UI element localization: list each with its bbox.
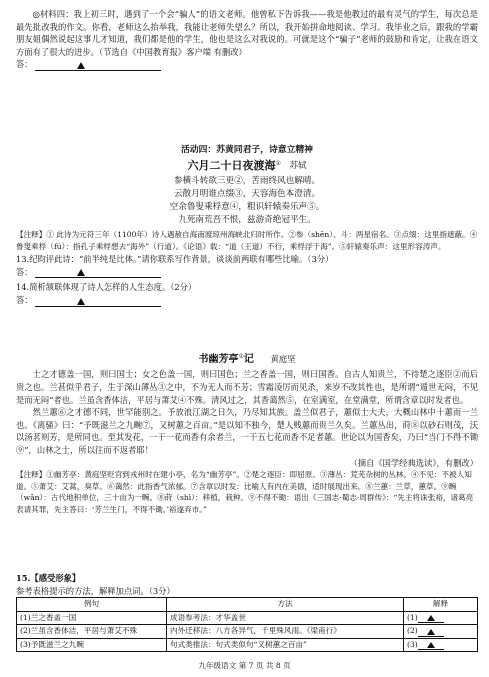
answer-index: (3) (407, 639, 418, 649)
table-header-row (17, 598, 478, 612)
method-cell: 句式类推法：句式类似句“又树蕙之百亩” (167, 638, 404, 652)
answer-marker-icon (427, 629, 435, 635)
poem-title-note-mark: ① (275, 159, 281, 167)
activity-four-section (16, 144, 478, 307)
essay-author: 黄庭坚 (270, 353, 296, 364)
method-cell: 内外迁移法：八方各异气，千里殊风雨。《梁甫行》 (167, 625, 404, 639)
essay-title-suffix: 记 (243, 353, 254, 365)
answer-line[interactable] (35, 297, 161, 307)
essay-paragraph-1: 士之才德盖一国，则曰国士；女之色盖一国，则曰国色；兰之香盖一国，则曰国香。自古人知贵兰，不待楚之逐臣②而后贵之也。兰甚似乎君子，生于深山薄丛③之中，不为无人而不芳；雪霜凌厉而见杀，来岁不改其性也，是所谓“遁世无闷，不见是而无闷”者也。兰虽含香体洁，平居与萧艾④不殊。清风过之，其香蔼然⑤，在室满室，在堂满堂，所谓含章以时发者也。 (16, 369, 478, 405)
answer-label: 答： (16, 294, 33, 305)
table-row (17, 638, 478, 652)
question-15-section (16, 572, 478, 652)
example-cell: (3)予既滋兰之九畹 (17, 638, 167, 652)
essay-header (16, 351, 478, 366)
poem-header (16, 158, 478, 173)
column-header-method: 方法 (167, 598, 404, 612)
question-14: 14.简析颔联体现了诗人怎样的人生态度。（2分） (16, 282, 197, 293)
poem-line: 九死南荒吾不恨，兹游奇绝冠平生。 (178, 214, 316, 225)
method-cell: 成语参考法：才华盖世 (167, 611, 404, 625)
answer-cell[interactable] (404, 625, 478, 639)
answer-index: (1) (407, 612, 418, 622)
poem-line: 云散月明谁点缀③，天容海色本澄清。 (173, 188, 321, 199)
answer-blank[interactable] (418, 641, 444, 650)
explanation-table (16, 597, 478, 652)
material-four-section (16, 8, 478, 71)
column-header-example: 例句 (17, 598, 167, 612)
answer-line[interactable] (35, 268, 161, 278)
column-header-answer: 解释 (404, 598, 478, 612)
essay-notes: 【注释】①幽芳亭：黄庭坚贬官到戎州时在建小亭，名为“幽芳亭”。②楚之逐臣：即屈原。③薄丛：荒芜杂树的丛林。④不见：不被人知道。⑤萧艾：艾蒿，臭草。⑥蔼然：此指香气浓郁。⑦含章以时发：比喻人有内在美德，适时展现出来。⑧兰蕙：兰草，蕙草。⑨畹（wǎn）：古代地积单位，三十亩为一畹。⑧莳（shì）：移植，栽种。⑨不得不锄：语出《三国志·蜀志·周群传》：“先主将诛张裕，诸葛亮表请其罪，先主答曰：‘芳兰生门，不得不锄。’裕遂弃市。” (16, 470, 474, 514)
answer-marker-icon (427, 642, 435, 648)
answer-line[interactable] (35, 61, 161, 71)
answer-index: (2) (407, 626, 418, 636)
poem-notes: 【注释】① 此诗为元符三年（1100年）诗人遇赦自海南渡琼州海峡北归时所作。②参（shēn）、斗：两星宿名。③点缀：这里指遮蔽。④鲁叟乘桴（fú）：指孔子乘桴想去“海外”（行道）。《论语》载：“道（王道）不行，乘桴浮于海”。⑤轩辕奏乐声：这里形容涛声。 (16, 229, 478, 251)
essay-source: （摘自《国学经典选读》，有删改） (349, 457, 478, 468)
question-15-heading: 15.【感受形象】 (16, 573, 81, 583)
poem-line: 空余鲁叟乘桴意④，粗识轩辕奏乐声⑤。 (169, 201, 325, 212)
table-row (17, 611, 478, 625)
essay-title-note-mark: ① (238, 353, 244, 360)
poem-title: 六月二十日夜渡海 (187, 158, 276, 172)
example-cell: (1)兰之香盖一国 (17, 611, 167, 625)
answer-blank[interactable] (418, 614, 444, 623)
answer-label: 答： (16, 266, 33, 277)
page-footer: 九年级语文 第 7 页 共 8 页 (198, 661, 291, 670)
poem-author: 苏轼 (289, 161, 307, 172)
answer-blank[interactable] (418, 628, 444, 637)
answer-cell[interactable] (404, 638, 478, 652)
material-four-answer (16, 58, 478, 71)
question-13-answer (16, 266, 478, 279)
table-row (17, 625, 478, 639)
answer-marker-icon (77, 62, 85, 69)
essay-section (16, 351, 478, 515)
example-cell: (2)兰虽含香体洁，平居与萧艾不殊 (17, 625, 167, 639)
essay-paragraph-2: 然兰蕙⑥之才德不同，世罕能别之。予放浪江湖之日久，乃尽知其族。盖兰似君子，蕙似士大夫，大概山林中十蕙而一兰也。《离骚》曰：“予既滋兰之九畹⑦，又树蕙之百亩。”是以知不独今，楚人贱蕙而贵兰久矣。兰蕙丛出，莳⑧以砂石则茂，沃以汤茗则芳，是所同也。至其发花，一干一花而香有余者兰，一干五七花而香不足者蕙。世论以为国香矣，乃曰“当门不得不锄⑨”，山林之士，所以往而不返者耶！ (16, 407, 478, 455)
answer-marker-icon (77, 269, 85, 276)
answer-marker-icon (427, 615, 435, 621)
answer-marker-icon (77, 298, 85, 305)
activity-heading: 活动四：苏黄同君子，诗意立精神 (181, 145, 313, 155)
essay-title: 书幽芳亭 (198, 353, 239, 365)
answer-label: 答： (16, 59, 33, 70)
question-14-answer (16, 294, 478, 307)
material-four-text: ◎材料四：我上初三时，遇到了一个会“骗人”的语文老师。他曾私下告诉我——我是他教过的最有灵气的学生，每次总是最先批改我的作文。你看，老师这么抬举我，我能让老师失望么？所以，我开始拼命地阅读、学习。我毕业之后，跟我的学霸朋友姐偶然说起这事儿才知道，我们都是他的学生，他也是这么对我说的。可就是这个“骗子”老师的鼓励和肯定，让我在语文方面有了很大的进步。（节选自《中国教育报》客户端 有删改） (16, 9, 478, 57)
question-15-instruction: 参考表格提示的方法，解释加点词。（3分） (16, 585, 175, 596)
poem-line: 参横斗转欲三更②，苦雨终风也解晴。 (173, 175, 321, 186)
question-13: 13.纪昀评此诗：“前半纯是比体。”请你联系写作背景，谈谈前两联有哪些比喻。（3分） (16, 254, 334, 265)
answer-cell[interactable] (404, 611, 478, 625)
